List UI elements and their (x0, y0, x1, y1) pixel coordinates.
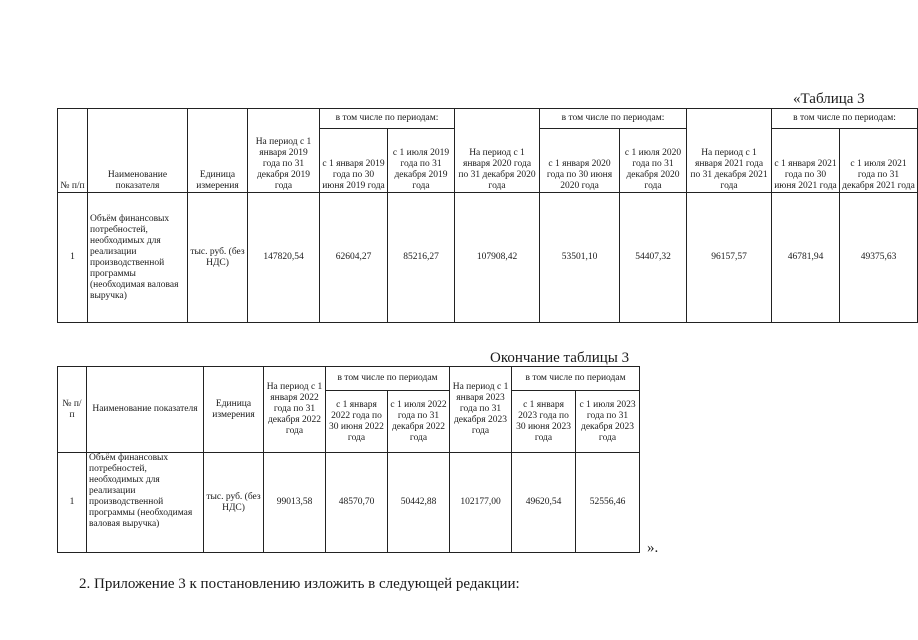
paragraph-text: 2. Приложение 3 к постановлению изложить в следующей редакции: (79, 576, 520, 592)
value-2023: 102177,00 (450, 453, 512, 553)
header-split-2019: в том числе по периодам: (320, 109, 455, 129)
header-period-2022: На период с 1 января 2022 года по 31 декабря 2022 года (264, 367, 326, 453)
value-h1-2021: 46781,94 (772, 193, 840, 323)
header-h2-2020: с 1 июля 2020 года по 31 декабря 2020 года (620, 129, 687, 193)
value-h2-2020: 54407,32 (620, 193, 687, 323)
header-name: Наименование показателя (87, 367, 204, 453)
header-num: № п/п (58, 367, 87, 453)
row-num: 1 (58, 453, 87, 553)
header-h1-2020: с 1 января 2020 года по 30 июня 2020 года (540, 129, 620, 193)
row-unit: тыс. руб. (без НДС) (188, 193, 248, 323)
header-split-2023: в том числе по периодам (512, 367, 640, 391)
header-h1-2022: с 1 января 2022 года по 30 июня 2022 года (326, 391, 388, 453)
table2 (57, 366, 640, 553)
value-h1-2022: 48570,70 (326, 453, 388, 553)
header-split-2020: в том числе по периодам: (540, 109, 687, 129)
header-split-2021: в том числе по периодам: (772, 109, 918, 129)
table2-caption: Окончание таблицы 3 (490, 350, 630, 366)
header-h1-2019: с 1 января 2019 года по 30 июня 2019 года (320, 129, 388, 193)
header-h2-2021: с 1 июля 2021 года по 31 декабря 2021 года (840, 129, 918, 193)
value-h2-2023: 52556,46 (576, 453, 640, 553)
header-period-2021: На период с 1 января 2021 года по 31 декабря 2021 года (687, 109, 772, 193)
row-unit: тыс. руб. (без НДС) (204, 453, 264, 553)
value-h1-2019: 62604,27 (320, 193, 388, 323)
header-h2-2023: с 1 июля 2023 года по 31 декабря 2023 года (576, 391, 640, 453)
closing-quote: ». (647, 540, 659, 556)
row-num: 1 (58, 193, 88, 323)
value-2019: 147820,54 (248, 193, 320, 323)
header-unit: Единица измерения (188, 109, 248, 193)
value-h1-2020: 53501,10 (540, 193, 620, 323)
header-h1-2021: с 1 января 2021 года по 30 июня 2021 года (772, 129, 840, 193)
row-name: Объём финансовых потребностей, необходимых для реализации производственной программы (необходимая валовая выручка) (88, 193, 188, 323)
header-num: № п/п (58, 109, 88, 193)
table1-caption: «Таблица 3 (793, 91, 865, 107)
header-unit: Единица измерения (204, 367, 264, 453)
header-h2-2022: с 1 июля 2022 года по 31 декабря 2022 года (388, 391, 450, 453)
value-2020: 107908,42 (455, 193, 540, 323)
header-period-2019: На период с 1 января 2019 года по 31 декабря 2019 года (248, 109, 320, 193)
header-period-2020: На период с 1 января 2020 года по 31 декабря 2020 года (455, 109, 540, 193)
value-h2-2021: 49375,63 (840, 193, 918, 323)
table-row (58, 453, 640, 553)
table1 (57, 108, 918, 323)
row-name: Объём финансовых потребностей, необходимых для реализации производственной программы (необходимая валовая выручка) (87, 453, 204, 553)
header-name: Наименование показателя (88, 109, 188, 193)
header-h1-2023: с 1 января 2023 года по 30 июня 2023 года (512, 391, 576, 453)
header-period-2023: На период с 1 января 2023 года по 31 декабря 2023 года (450, 367, 512, 453)
value-h1-2023: 49620,54 (512, 453, 576, 553)
value-2022: 99013,58 (264, 453, 326, 553)
value-2021: 96157,57 (687, 193, 772, 323)
header-h2-2019: с 1 июля 2019 года по 31 декабря 2019 года (388, 129, 455, 193)
table-row (58, 193, 918, 323)
header-split-2022: в том числе по периодам (326, 367, 450, 391)
value-h2-2019: 85216,27 (388, 193, 455, 323)
value-h2-2022: 50442,88 (388, 453, 450, 553)
